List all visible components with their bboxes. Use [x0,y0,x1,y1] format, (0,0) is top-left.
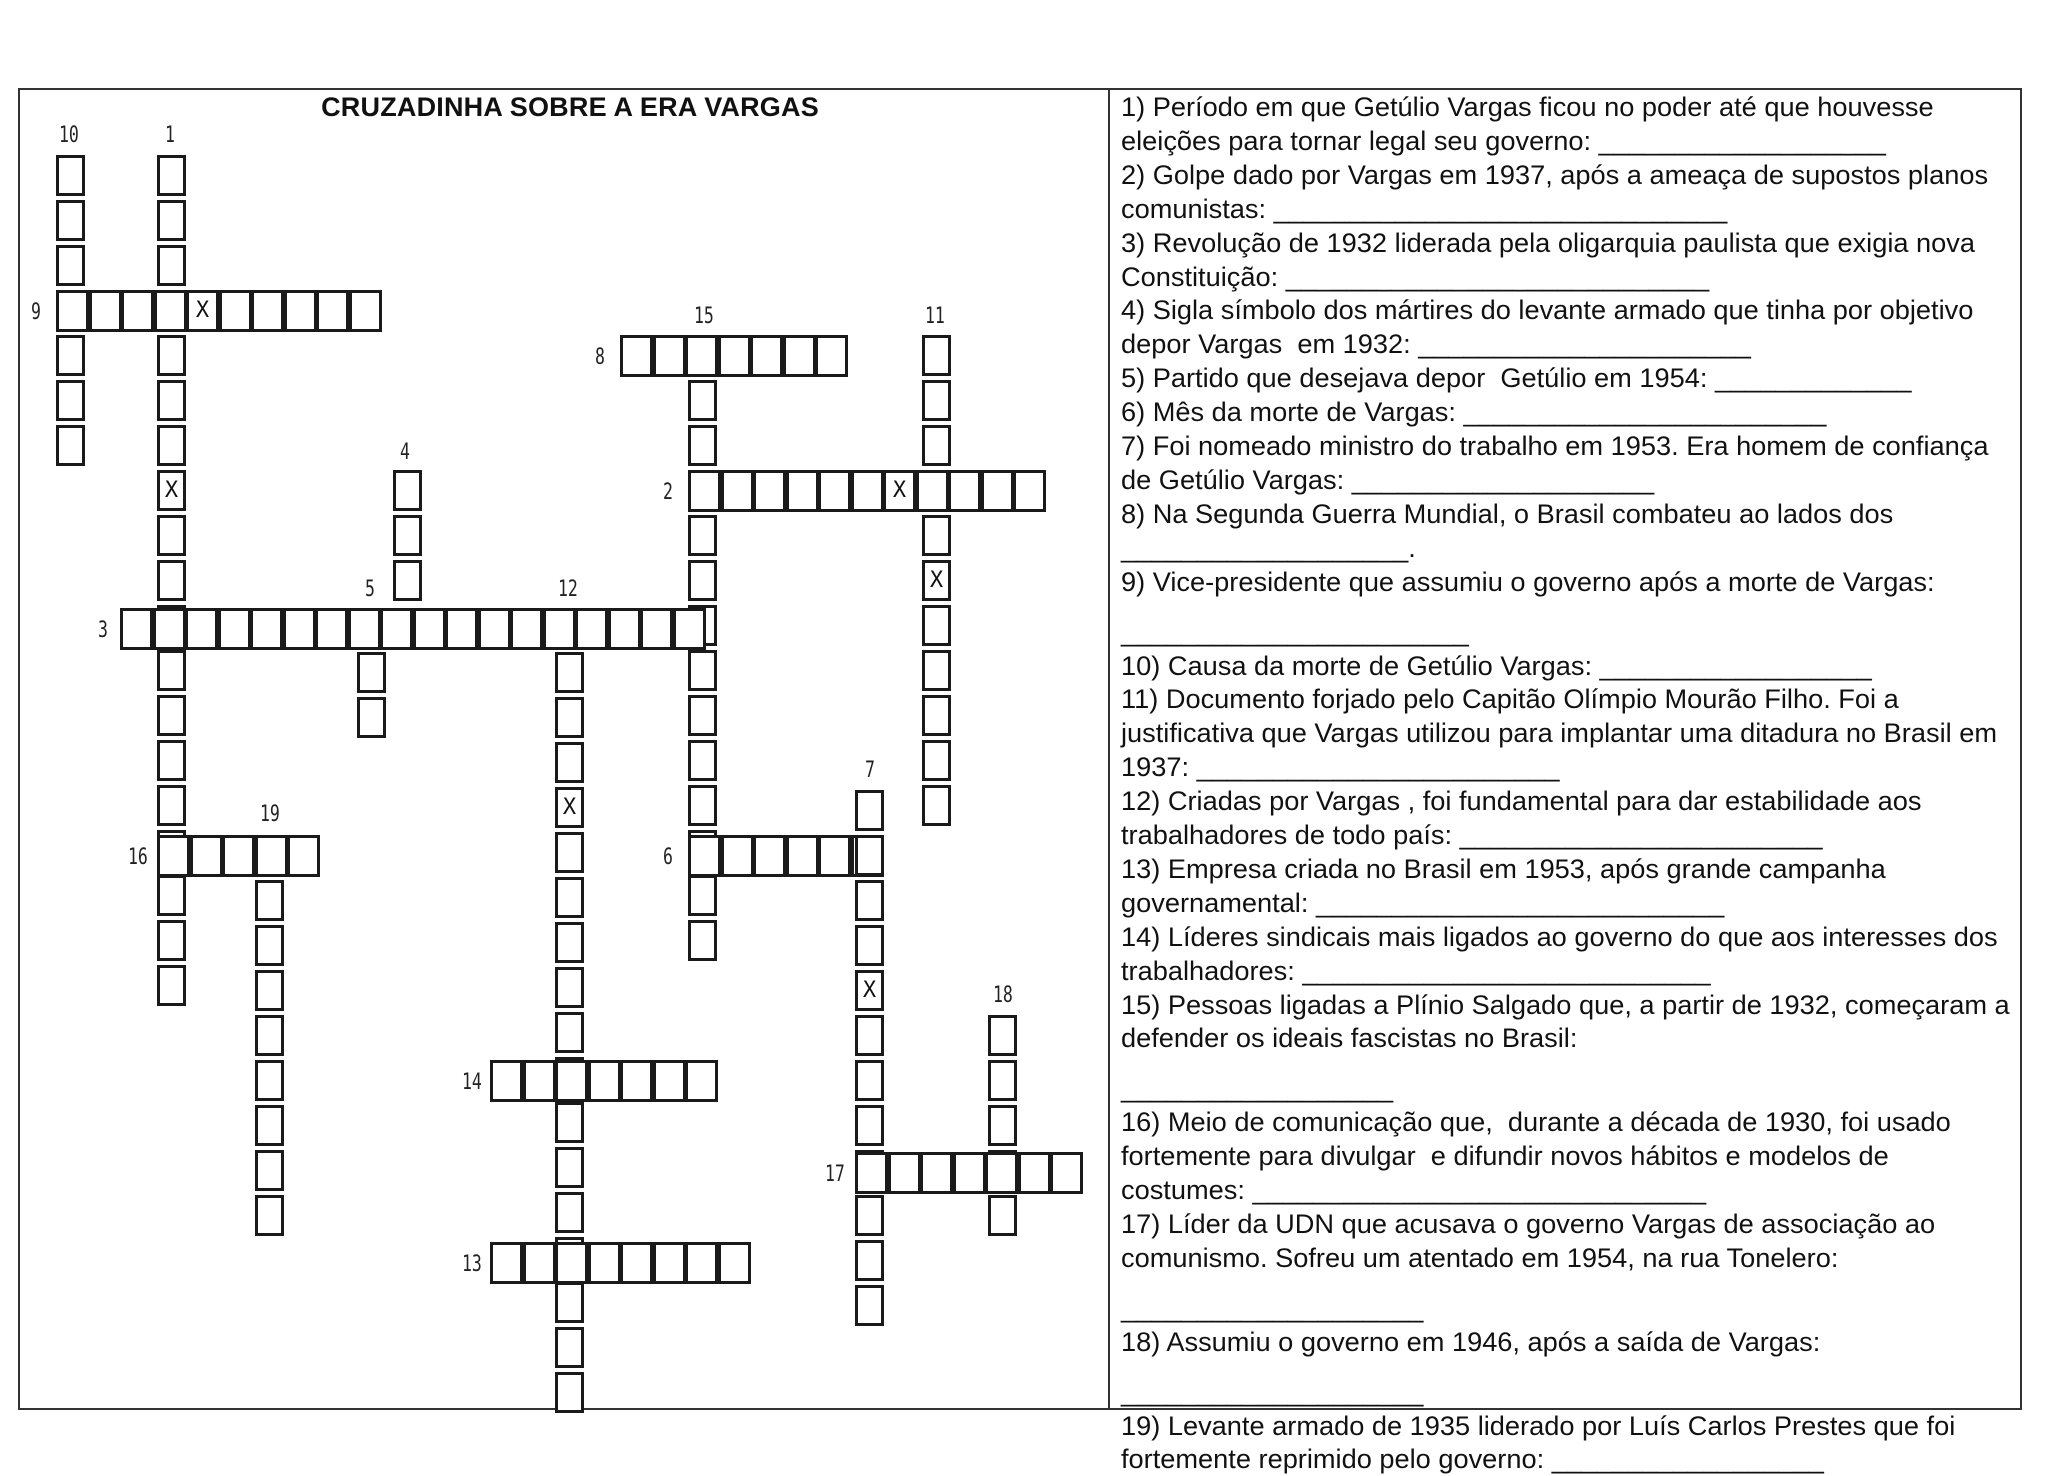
clue-4 [1121,293,2016,361]
crossword-cell-12-4[interactable]: X [555,787,584,828]
crossword-cell-4-3[interactable] [393,560,422,601]
crossword-cell-12-13[interactable] [555,1192,584,1233]
crossword-cell-9-9[interactable] [316,290,349,332]
crossword-cell-17-1[interactable] [855,1152,888,1194]
crossword-cell-7-5[interactable]: X [855,970,884,1011]
clue-number-19: 19 [260,802,280,827]
crossword-cell-11-2[interactable] [922,380,951,421]
crossword-cell-8-4[interactable] [718,335,751,377]
crossword-cell-7-1[interactable] [855,790,884,831]
clue-text: 14) Líderes sindicais mais ligados ao governo do que aos interesses dos trabalhadores: ___________________________ [1121,920,2006,986]
crossword-cell-3-12[interactable] [478,608,511,650]
crossword-cell-13-6[interactable] [653,1242,686,1284]
clue-10 [1121,649,2016,683]
crossword-cell-15-1[interactable] [688,380,717,421]
clue-text: 13) Empresa criada no Brasil em 1953, após grande campanha governamental: ___________________________ [1121,852,1894,918]
crossword-cell-1-9[interactable] [157,515,186,556]
crossword-cell-9-6[interactable] [219,290,252,332]
clue-number-16: 16 [128,845,148,870]
clue-text: 4) Sigla símbolo dos mártires do levante armado que tinha por objetivo depor Vargas em 1932: ______________________ [1121,294,1981,360]
crossword-cell-1-3[interactable] [157,245,186,286]
crossword-cell-15-2[interactable] [688,425,717,466]
crossword-cell-2-3[interactable] [753,470,786,512]
crossword-cell-9-7[interactable] [251,290,284,332]
clue-number-14: 14 [462,1070,482,1095]
clue-number-17: 17 [825,1162,845,1187]
clue-list [1121,90,2016,1476]
crossword-cell-16-2[interactable] [190,835,223,877]
crossword-cell-19-6[interactable] [255,1105,284,1146]
crossword-cell-12-12[interactable] [555,1147,584,1188]
crossword-cell-5-2[interactable] [357,697,386,738]
crossword-cell-19-3[interactable] [255,970,284,1011]
answer-blank[interactable]: _______________________ [1121,615,1469,647]
crossword-cell-9-2[interactable] [89,290,122,332]
crossword-cell-17-7[interactable] [1050,1152,1083,1194]
crossword-cell-2-6[interactable] [851,470,884,512]
answer-blank[interactable]: ____________________ [1121,1375,1424,1407]
crossword-cell-9-10[interactable] [349,290,382,332]
clue-text: 11) Documento forjado pelo Capitão Olímpio Mourão Filho. Foi a justificativa que Vargas utilizou para implantar uma ditadura no Brasil em 1937: ________________________ [1121,683,2005,783]
crossword-cell-11-10[interactable] [922,740,951,781]
clue-number-18: 18 [993,983,1013,1008]
crossword-cell-2-4[interactable] [786,470,819,512]
clue-text: 1) Período em que Getúlio Vargas ficou no poder até que houvesse eleições para tornar legal seu governo: ___________________ [1121,91,1942,156]
crossword-cell-12-17[interactable] [555,1372,584,1413]
crossword-cell-12-11[interactable] [555,1102,584,1143]
crossword-cell-14-6[interactable] [653,1060,686,1102]
clue-text: 18) Assumiu o governo em 1946, após a saída de Vargas: [1121,1325,1821,1357]
crossword-cell-1-19[interactable] [157,965,186,1006]
crossword-cell-8-1[interactable] [620,335,653,377]
crossword-cell-14-5[interactable] [620,1060,653,1102]
crossword-cell-7-11[interactable] [855,1240,884,1281]
crossword-cell-14-7[interactable] [685,1060,718,1102]
clue-text: 19) Levante armado de 1935 liderado por Luís Carlos Prestes que foi fortemente reprimido pelo governo: __________________ [1121,1409,1963,1475]
crossword-cell-12-1[interactable] [555,652,584,693]
answer-blank[interactable]: ____________________ [1121,1291,1424,1323]
crossword-cell-14-1[interactable] [490,1060,523,1102]
crossword-cell-12-5[interactable] [555,832,584,873]
crossword-cell-7-7[interactable] [855,1060,884,1101]
crossword-cell-12-8[interactable] [555,967,584,1008]
crossword-cell-6-4[interactable] [786,835,819,877]
crossword-cell-15-8[interactable] [688,695,717,736]
clue-text: 12) Criadas por Vargas , foi fundamental para dar estabilidade aos trabalhadores de todo país: ________________________ [1121,785,1930,851]
crossword-cell-8-2[interactable] [653,335,686,377]
crossword-cell-17-4[interactable] [953,1152,986,1194]
crossword-cell-9-5[interactable]: X [186,290,219,332]
crossword-cell-12-7[interactable] [555,922,584,963]
clue-text: 10) Causa da morte de Getúlio Vargas: __________________ [1121,649,1872,681]
column-divider [1108,88,1110,1410]
crossword-cell-8-5[interactable] [750,335,783,377]
crossword-cell-15-10[interactable] [688,785,717,826]
crossword-cell-3-6[interactable] [283,608,316,650]
crossword-cell-3-15[interactable] [575,608,608,650]
crossword-cell-6-5[interactable] [818,835,851,877]
crossword-cell-10-3[interactable] [56,245,85,286]
crossword-cell-11-3[interactable] [922,425,951,466]
crossword-cell-14-4[interactable] [588,1060,621,1102]
crossword-cell-10-1[interactable] [56,155,85,196]
crossword-cell-1-17[interactable] [157,875,186,916]
crossword-cell-3-3[interactable] [185,608,218,650]
crossword-cell-15-4[interactable] [688,515,717,556]
clue-3 [1121,226,2016,294]
clue-number-5: 5 [365,577,375,602]
crossword-cell-3-5[interactable] [250,608,283,650]
crossword-cell-13-2[interactable] [523,1242,556,1284]
crossword-cell-2-2[interactable] [721,470,754,512]
crossword-cell-11-6[interactable]: X [922,560,951,601]
crossword-cell-15-12[interactable] [688,875,717,916]
crossword-cell-15-7[interactable] [688,650,717,691]
crossword-cell-14-2[interactable] [523,1060,556,1102]
crossword-cell-3-7[interactable] [315,608,348,650]
crossword-cell-12-6[interactable] [555,877,584,918]
clue-text: 2) Golpe dado por Vargas em 1937, após a ameaça de supostos planos comunistas: ______________________________ [1121,158,1996,224]
crossword-cell-3-16[interactable] [608,608,641,650]
crossword-cell-13-8[interactable] [718,1242,751,1284]
crossword-cell-7-8[interactable] [855,1105,884,1146]
crossword-cell-7-3[interactable] [855,880,884,921]
crossword-cell-12-15[interactable] [555,1282,584,1323]
clue-13 [1121,852,2016,920]
crossword-cell-9-3[interactable] [121,290,154,332]
crossword-cell-3-17[interactable] [640,608,673,650]
crossword-cell-11-7[interactable] [922,605,951,646]
crossword-cell-2-9[interactable] [948,470,981,512]
clue-text: 9) Vice-presidente que assumiu o governo após a morte de Vargas: [1121,565,1935,597]
crossword-cell-15-13[interactable] [688,920,717,961]
crossword-cell-1-13[interactable] [157,695,186,736]
crossword-cell-18-1[interactable] [988,1015,1017,1056]
crossword-cell-18-2[interactable] [988,1060,1017,1101]
clue-5 [1121,361,2016,395]
clue-18 [1121,1325,2016,1409]
clue-6 [1121,395,2016,429]
clue-text: 5) Partido que desejava depor Getúlio em 1954: _____________ [1121,362,1912,394]
crossword-cell-2-10[interactable] [981,470,1014,512]
crossword-cell-2-5[interactable] [818,470,851,512]
clue-15 [1121,988,2016,1106]
crossword-cell-19-7[interactable] [255,1150,284,1191]
clue-11 [1121,682,2016,784]
crossword-cell-9-1[interactable] [56,290,89,332]
worksheet-title: CRUZADINHA SOBRE A ERA VARGAS [321,92,819,122]
clue-text: 15) Pessoas ligadas a Plínio Salgado que, a partir de 1932, começaram a defender os ideais fascistas no Brasil: [1121,988,2018,1054]
crossword-cell-3-14[interactable] [543,608,576,650]
clue-1 [1121,90,2016,158]
crossword-cell-2-7[interactable]: X [883,470,916,512]
clue-9 [1121,565,2016,649]
crossword-cell-13-4[interactable] [588,1242,621,1284]
crossword-cell-1-10[interactable] [157,560,186,601]
clue-text: 8) Na Segunda Guerra Mundial, o Brasil combateu ao lados dos ___________________. [1121,497,1901,563]
crossword-cell-4-1[interactable] [393,470,422,511]
clue-number-12: 12 [558,577,578,602]
clue-number-3: 3 [98,618,108,643]
clue-number-4: 4 [400,440,410,465]
crossword-cell-16-3[interactable] [222,835,255,877]
crossword-cell-3-11[interactable] [445,608,478,650]
crossword-cell-13-3[interactable] [555,1242,588,1284]
crossword-cell-12-3[interactable] [555,742,584,783]
clue-text: 7) Foi nomeado ministro do trabalho em 1953. Era homem de confiança de Getúlio Vargas: ____________________ [1121,430,1997,495]
clue-8 [1121,497,2016,565]
clue-number-13: 13 [462,1252,482,1277]
clue-text: 17) Líder da UDN que acusava o governo Vargas de associação ao comunismo. Sofreu um atentado em 1954, na rua Tonelero: [1121,1208,1943,1273]
crossword-cell-1-14[interactable] [157,740,186,781]
crossword-cell-19-5[interactable] [255,1060,284,1101]
crossword-cell-1-5[interactable] [157,335,186,376]
crossword-cell-17-6[interactable] [1018,1152,1051,1194]
clue-number-7: 7 [865,758,875,783]
crossword-cell-15-9[interactable] [688,740,717,781]
crossword-cell-7-4[interactable] [855,925,884,966]
crossword-cell-6-1[interactable] [688,835,721,877]
crossword-cell-16-4[interactable] [255,835,288,877]
crossword-cell-8-6[interactable] [783,335,816,377]
crossword-cell-12-9[interactable] [555,1012,584,1053]
crossword-cell-4-2[interactable] [393,515,422,556]
crossword-cell-10-6[interactable] [56,380,85,421]
clue-16 [1121,1105,2016,1207]
clue-number-10: 10 [59,123,79,148]
clue-number-8: 8 [595,345,605,370]
clue-number-15: 15 [694,304,714,329]
crossword-cell-5-1[interactable] [357,652,386,693]
crossword-cell-7-2[interactable] [855,835,884,876]
clue-number-11: 11 [925,304,945,329]
crossword-cell-6-3[interactable] [753,835,786,877]
clue-7 [1121,429,2016,497]
crossword-cell-1-1[interactable] [157,155,186,196]
crossword-cell-1-12[interactable] [157,650,186,691]
crossword-cell-13-7[interactable] [685,1242,718,1284]
crossword-cell-2-1[interactable] [688,470,721,512]
crossword-cell-10-2[interactable] [56,200,85,241]
crossword-cell-16-5[interactable] [287,835,320,877]
crossword-cell-19-8[interactable] [255,1195,284,1236]
crossword-cell-13-5[interactable] [620,1242,653,1284]
crossword-cell-9-4[interactable] [154,290,187,332]
clue-text: 3) Revolução de 1932 liderada pela oligarquia paulista que exigia nova Constituição: ____________________________ [1121,226,1983,292]
clue-17 [1121,1207,2016,1325]
crossword-cell-1-18[interactable] [157,920,186,961]
crossword-cell-3-18[interactable] [673,608,706,650]
clue-12 [1121,784,2016,852]
crossword-cell-16-1[interactable] [157,835,190,877]
clue-14 [1121,920,2016,988]
crossword-cell-2-11[interactable] [1013,470,1046,512]
crossword-cell-13-1[interactable] [490,1242,523,1284]
crossword-cell-17-5[interactable] [985,1152,1018,1194]
crossword-cell-7-6[interactable] [855,1015,884,1056]
crossword-cell-3-2[interactable] [153,608,186,650]
crossword-cell-19-1[interactable] [255,880,284,921]
crossword-cell-17-2[interactable] [888,1152,921,1194]
crossword-cell-18-3[interactable] [988,1105,1017,1146]
crossword-cell-8-7[interactable] [815,335,848,377]
crossword-cell-1-2[interactable] [157,200,186,241]
crossword-cell-18-5[interactable] [988,1195,1017,1236]
crossword-cell-1-6[interactable] [157,380,186,421]
crossword-cell-3-1[interactable] [120,608,153,650]
clue-19 [1121,1409,2016,1476]
crossword-cell-17-3[interactable] [920,1152,953,1194]
crossword-cell-10-5[interactable] [56,335,85,376]
crossword-cell-11-11[interactable] [922,785,951,826]
crossword-cell-3-13[interactable] [510,608,543,650]
crossword-cell-19-2[interactable] [255,925,284,966]
crossword-cell-7-10[interactable] [855,1195,884,1236]
crossword-cell-3-9[interactable] [380,608,413,650]
clue-2 [1121,158,2016,226]
crossword-cell-12-2[interactable] [555,697,584,738]
crossword-cell-11-5[interactable] [922,515,951,556]
clue-number-1: 1 [165,123,175,148]
crossword-cell-7-12[interactable] [855,1285,884,1326]
crossword-cell-1-15[interactable] [157,785,186,826]
crossword-cell-3-10[interactable] [413,608,446,650]
crossword-cell-10-7[interactable] [56,425,85,466]
crossword-cell-15-5[interactable] [688,560,717,601]
crossword-cell-12-16[interactable] [555,1327,584,1368]
crossword-cell-1-7[interactable] [157,425,186,466]
crossword-cell-11-1[interactable] [922,335,951,376]
clue-number-9: 9 [31,300,41,325]
crossword-cell-2-8[interactable] [916,470,949,512]
crossword-cell-11-9[interactable] [922,695,951,736]
crossword-cell-3-4[interactable] [218,608,251,650]
crossword-cell-14-3[interactable] [555,1060,588,1102]
crossword-cell-11-8[interactable] [922,650,951,691]
crossword-cell-19-4[interactable] [255,1015,284,1056]
crossword-cell-9-8[interactable] [284,290,317,332]
answer-blank[interactable]: __________________ [1121,1072,1394,1104]
clue-text: 16) Meio de comunicação que, durante a década de 1930, foi usado fortemente para divulgar e difundir novos hábitos e modelos de costumes: ______________________________ [1121,1106,1959,1206]
clue-number-2: 2 [663,480,673,505]
clue-text: 6) Mês da morte de Vargas: ________________________ [1121,396,1827,428]
crossword-cell-3-8[interactable] [348,608,381,650]
crossword-cell-8-3[interactable] [685,335,718,377]
crossword-cell-6-2[interactable] [721,835,754,877]
crossword-cell-1-8[interactable]: X [157,470,186,511]
clue-number-6: 6 [663,845,673,870]
